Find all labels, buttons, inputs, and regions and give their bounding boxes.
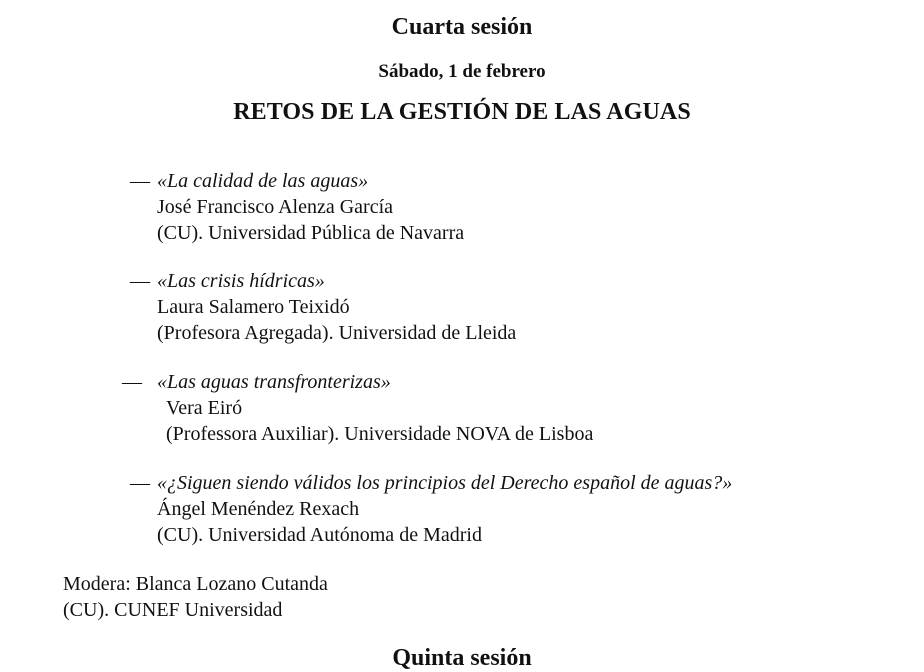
talk-item (122, 369, 593, 447)
speaker-affiliation: (CU). Universidad Autónoma de Madrid (157, 524, 482, 546)
speaker-affiliation: (Profesora Agregada). Universidad de Lleida (157, 322, 517, 344)
dash-marker: — (130, 170, 150, 192)
moderator-block (63, 571, 328, 623)
moderator-affiliation: (CU). CUNEF Universidad (63, 599, 283, 621)
dash-marker: — (130, 270, 150, 292)
speaker-affiliation: (CU). Universidad Pública de Navarra (157, 222, 465, 244)
speaker-name: Ángel Menéndez Rexach (157, 498, 360, 520)
talk-item (130, 168, 464, 246)
speaker-name: José Francisco Alenza García (157, 196, 394, 218)
speaker-name: Laura Salamero Teixidó (157, 296, 350, 318)
next-session-title: Quinta sesión (392, 645, 532, 671)
dash-marker: — (122, 371, 142, 393)
dash-marker: — (130, 472, 150, 494)
session-date: Sábado, 1 de febrero (378, 61, 546, 82)
session-title: Cuarta sesión (391, 14, 533, 40)
talk-title: «¿Siguen siendo válidos los principios del Derecho español de aguas?» (157, 472, 733, 494)
moderator-name: Modera: Blanca Lozano Cutanda (63, 573, 328, 595)
talk-title: «La calidad de las aguas» (157, 170, 369, 192)
talk-title: «Las aguas transfronterizas» (157, 371, 391, 393)
talk-title: «Las crisis hídricas» (157, 270, 325, 292)
speaker-affiliation: (Professora Auxiliar). Universidade NOVA de Lisboa (166, 423, 594, 445)
talk-item (130, 470, 732, 548)
session-theme: RETOS DE LA GESTIÓN DE LAS AGUAS (233, 99, 691, 125)
talk-item (130, 268, 516, 346)
speaker-name: Vera Eiró (166, 397, 243, 419)
